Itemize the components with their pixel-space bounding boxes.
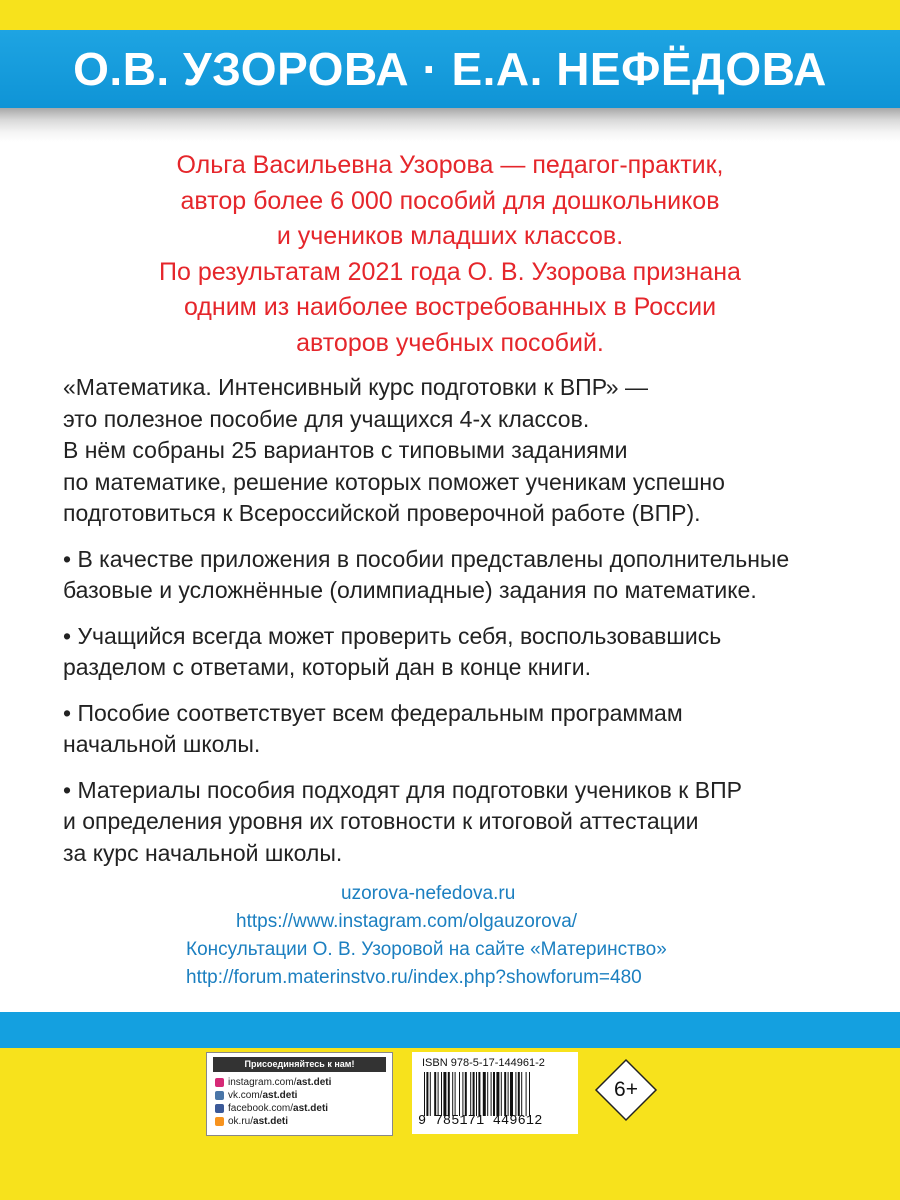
links-block [186,880,826,992]
text-line: • Учащийся всегда может проверить себя, воспользовавшись [63,622,722,649]
facebook-icon [215,1104,224,1113]
text-line: базовые и усложнённые (олимпиадные) задания по математике. [63,577,757,603]
shadow-band [0,108,900,142]
social-prefix: facebook.com/ [228,1103,294,1114]
barcode-bar [476,1072,477,1116]
barcode-bar [462,1072,463,1116]
bullet-paragraph [63,775,883,870]
barcode-bar [424,1072,425,1116]
text-line: • В качестве приложения в пособии представлены дополнительные [63,545,790,572]
bullet-paragraph [63,698,883,761]
barcode-bar [515,1072,516,1116]
barcode-bar [459,1072,460,1116]
barcode-bar [496,1072,499,1116]
social-prefix: vk.com/ [228,1090,263,1101]
barcode-bar [487,1072,488,1116]
text-line: В нём собраны 25 вариантов с типовыми заданиями [63,437,628,463]
social-handle: ast.deti [253,1116,289,1127]
barcode-bar [491,1072,492,1116]
social-box [206,1052,393,1136]
text-line: начальной школы. [63,731,261,757]
barcode-bar [443,1072,446,1116]
barcode-box [412,1052,578,1134]
social-item[interactable] [207,1076,392,1089]
barcode-bar [452,1072,453,1116]
isbn-text: ISBN 978-5-17-144961-2 [422,1057,545,1069]
bio-line: и учеников младших классов. [276,222,624,250]
text-line: по математике, решение которых поможет ученикам успешно [63,468,725,495]
barcode-bar [518,1072,520,1116]
top-yellow-band [0,0,900,30]
social-item[interactable] [207,1102,392,1115]
barcode-bar [465,1072,467,1116]
social-prefix: instagram.com/ [228,1077,297,1088]
text-line: это полезное пособие для учащихся 4-х классов. [63,405,590,432]
author-bio [0,148,900,361]
text-line: «Математика. Интенсивный курс подготовки к ВПР» — [63,374,648,400]
barcode-bar [483,1072,486,1116]
barcode-bar [470,1072,471,1116]
barcode-bar [526,1072,527,1116]
authors-title: О.В. УЗОРОВА · Е.А. НЕФЁДОВА [73,43,827,95]
barcode-bar [441,1072,442,1116]
social-handle: ast.deti [262,1090,298,1101]
barcode-bar [448,1072,450,1116]
barcode-bar [508,1072,509,1116]
barcode-bar [430,1072,431,1116]
barcode-image [422,1072,572,1116]
text-line: разделом с ответами, который дан в конце книги. [63,654,591,680]
text-line: подготовиться к Всероссийской проверочной работе (ВПР). [63,500,701,526]
authors-banner [0,30,900,108]
barcode-bar [529,1072,530,1116]
bio-line: авторов учебных пособий. [296,328,604,357]
social-handle: ast.deti [296,1077,332,1088]
bullet-paragraph [63,621,883,684]
barcode-bar [478,1072,480,1116]
bottom-blue-band [0,1012,900,1048]
bio-line: По результатам 2021 года О. В. Узорова признана [159,257,741,286]
barcode-bar [510,1072,513,1116]
barcode-bar [473,1072,475,1116]
barcode-bar [501,1072,502,1116]
social-item[interactable] [207,1115,392,1128]
bio-line: одним из наиболее востребованных в России [183,293,717,321]
book-description [63,372,883,883]
text-line: и определения уровня их готовности к итоговой аттестации [63,808,699,834]
barcode-bar [455,1072,456,1116]
barcode-digits: 9 785171 449612 [418,1114,543,1129]
intro-paragraph [63,372,883,530]
vk-icon [215,1091,224,1100]
instagram-icon [215,1078,224,1087]
barcode-bar [438,1072,439,1116]
consult-text: Консультации О. В. Узоровой на сайте «Материнство» [186,939,667,960]
social-title: Присоединяйтесь к нам! [213,1057,386,1072]
social-handle: ast.deti [293,1103,329,1114]
barcode-bar [426,1072,428,1116]
age-rating: 6+ [614,1078,638,1101]
forum-link[interactable]: http://forum.materinstvo.ru/index.php?showforum=480 [186,967,642,988]
ok-icon [215,1117,224,1126]
text-line: за курс начальной школы. [63,839,343,866]
bio-line: Ольга Васильевна Узорова — педагог-практик, [176,151,724,179]
social-item[interactable] [207,1089,392,1102]
text-line: • Пособие соответствует всем федеральным программам [63,699,683,726]
barcode-bar [434,1072,436,1116]
bio-line: автор более 6 000 пособий для дошкольников [180,186,720,215]
social-prefix: ok.ru/ [228,1116,254,1127]
bullet-paragraph [63,544,883,607]
barcode-bar [521,1072,522,1116]
instagram-link[interactable]: https://www.instagram.com/olgauzorova/ [236,911,578,932]
site-link[interactable]: uzorova-nefedova.ru [341,883,516,904]
text-line: • Материалы пособия подходят для подготовки учеников к ВПР [63,776,742,803]
barcode-bar [504,1072,506,1116]
barcode-bar [493,1072,495,1116]
